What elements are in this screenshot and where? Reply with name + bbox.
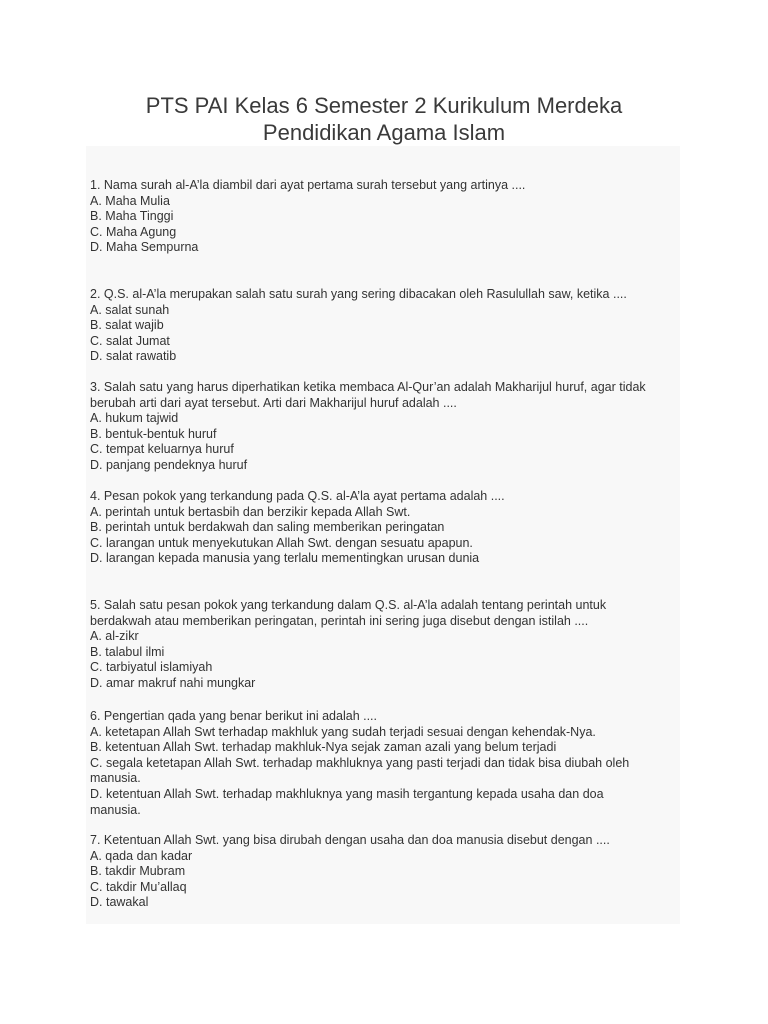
question-line: C. Maha Agung — [90, 224, 177, 239]
question-2 — [90, 287, 680, 365]
question-line: manusia. — [90, 771, 141, 786]
question-line: D. Maha Sempurna — [90, 240, 199, 255]
question-line: B. perintah untuk berdakwah dan saling memberikan peringatan — [90, 520, 445, 535]
question-line: B. takdir Mubram — [90, 864, 186, 879]
title-line-1: PTS PAI Kelas 6 Semester 2 Kurikulum Merdeka — [145, 93, 623, 118]
question-text: 6. Pengertian qada yang benar berikut ini adalah .... — [90, 709, 378, 723]
question-line: manusia. — [90, 802, 141, 817]
question-line: A. ketetapan Allah Swt terhadap makhluk yang sudah terjadi sesuai dengan kehendak-Nya. — [90, 724, 596, 739]
question-line: D. salat rawatib — [90, 349, 177, 364]
question-line: berdakwah atau memberikan peringatan, perintah ini sering juga disebut dengan istilah .... — [90, 613, 589, 628]
question-line: C. larangan untuk menyekutukan Allah Swt. dengan sesuatu apapun. — [90, 535, 473, 550]
question-line: A. Maha Mulia — [90, 193, 170, 208]
question-line: D. amar makruf nahi mungkar — [90, 675, 256, 690]
question-line: A. perintah untuk bertasbih dan berzikir kepada Allah Swt. — [90, 504, 411, 519]
question-line: D. larangan kepada manusia yang terlalu mementingkan urusan dunia — [90, 551, 480, 566]
question-line: A. al-zikr — [90, 629, 139, 644]
question-line: B. talabul ilmi — [90, 644, 165, 659]
question-text: 7. Ketentuan Allah Swt. yang bisa dirubah dengan usaha dan doa manusia disebut dengan .... — [90, 833, 610, 847]
question-line: D. tawakal — [90, 895, 149, 910]
title-line-2: Pendidikan Agama Islam — [262, 120, 506, 145]
document-title — [0, 92, 768, 146]
question-line: D. panjang pendeknya huruf — [90, 457, 248, 472]
question-line: B. salat wajib — [90, 318, 164, 333]
question-6 — [90, 709, 680, 818]
question-3 — [90, 380, 680, 474]
question-text: 3. Salah satu yang harus diperhatikan ketika membaca Al-Qur’an adalah Makharijul huruf, agar tidak — [90, 380, 646, 394]
question-1 — [90, 178, 680, 256]
question-4 — [90, 489, 680, 567]
question-5 — [90, 598, 680, 692]
questions-panel — [86, 146, 680, 924]
question-line: C. tempat keluarnya huruf — [90, 442, 234, 457]
question-line: D. ketentuan Allah Swt. terhadap makhluknya yang masih tergantung kepada usaha dan doa — [90, 786, 604, 801]
question-text: 5. Salah satu pesan pokok yang terkandung dalam Q.S. al-A’la adalah tentang perintah untuk — [90, 598, 607, 612]
question-text: 2. Q.S. al-A’la merupakan salah satu surah yang sering dibacakan oleh Rasulullah saw, ketika .... — [90, 287, 627, 301]
question-line: C. salat Jumat — [90, 333, 170, 348]
question-line: C. takdir Mu’allaq — [90, 879, 187, 894]
question-text: 4. Pesan pokok yang terkandung pada Q.S. al-A’la ayat pertama adalah .... — [90, 489, 505, 503]
question-line: B. bentuk-bentuk huruf — [90, 426, 217, 441]
question-line: B. Maha Tinggi — [90, 209, 174, 224]
question-line: berubah arti dari ayat tersebut. Arti dari Makharijul huruf adalah .... — [90, 395, 457, 410]
question-7 — [90, 833, 680, 911]
question-line: B. ketentuan Allah Swt. terhadap makhluk-Nya sejak zaman azali yang belum terjadi — [90, 740, 557, 755]
question-line: C. tarbiyatul islamiyah — [90, 660, 213, 675]
question-line: A. hukum tajwid — [90, 411, 179, 426]
question-line: A. salat sunah — [90, 302, 170, 317]
question-text: 1. Nama surah al-A’la diambil dari ayat pertama surah tersebut yang artinya .... — [90, 178, 526, 192]
question-line: C. segala ketetapan Allah Swt. terhadap makhluknya yang pasti terjadi dan tidak bisa diubah oleh — [90, 755, 630, 770]
question-line: A. qada dan kadar — [90, 848, 193, 863]
